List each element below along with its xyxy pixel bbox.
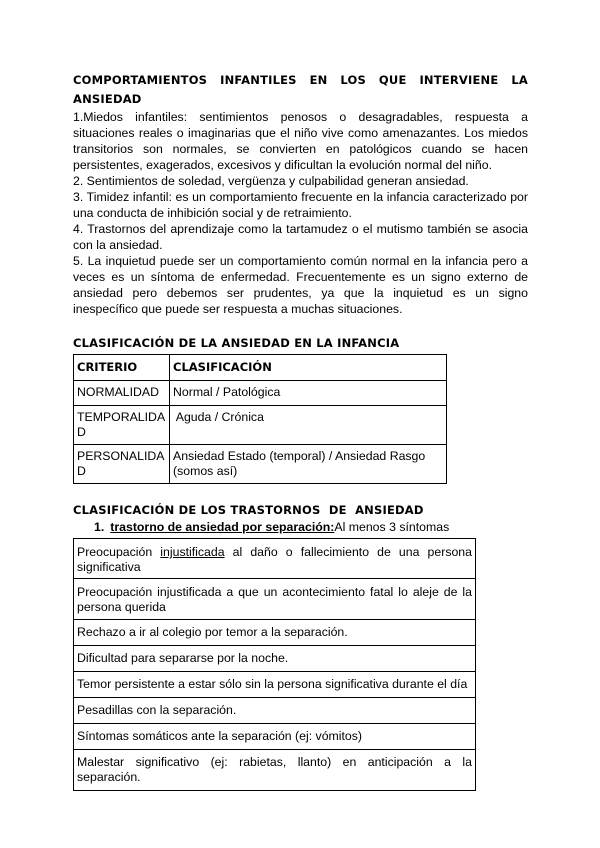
header-criterio: CRITERIO <box>74 355 170 381</box>
symptoms-table <box>73 538 476 791</box>
symptom-text-post: al daño o fallecimiento de una persona significativa <box>77 545 472 574</box>
symptom-cell: Temor persistente a estar sólo sin la persona significativa durante el día <box>74 672 476 698</box>
document-page <box>73 70 528 791</box>
symptom-text-underlined: injustificada <box>160 545 225 559</box>
disorder-item-title: trastorno de ansiedad por separación: <box>110 520 335 534</box>
main-heading-line1: COMPORTAMIENTOS INFANTILES EN LOS QUE INTERVIENE LA <box>73 73 528 87</box>
paragraph-timidez: 3. Timidez infantil: es un comportamiento frecuente en la infancia caracterizado por una conducta de inhibición social y de retraimiento. <box>73 190 528 220</box>
symptom-cell: Preocupación injustificada a que un acontecimiento fatal lo aleje de la persona querida <box>74 579 476 620</box>
classification-title: CLASIFICACIÓN DE LA ANSIEDAD EN LA INFANCIA <box>73 336 400 350</box>
table-row <box>74 579 476 620</box>
table-row <box>74 620 476 646</box>
symptom-cell: Síntomas somáticos ante la separación (ej: vómitos) <box>74 724 476 750</box>
symptom-cell: Dificultad para separarse por la noche. <box>74 646 476 672</box>
paragraph-inquietud: 5. La inquietud puede ser un comportamiento común normal en la infancia pero a veces es un síntoma de enfermedad. Frecuentemente es un signo externo de ansiedad pero debemos ser prudentes, ya que la inquietud es un signo inespecífico que puede ser respuesta a muchas situaciones. <box>73 254 528 316</box>
main-heading <box>73 70 528 108</box>
paragraph-trastornos-aprendizaje: 4. Trastornos del aprendizaje como la tartamudez o el mutismo también se asocia con la ansiedad. <box>73 222 528 252</box>
criterio-cell: TEMPORALIDAD <box>74 406 170 445</box>
disorder-item-number: 1. <box>94 520 105 534</box>
table-row <box>74 750 476 791</box>
clasificacion-cell: Aguda / Crónica <box>170 406 447 445</box>
paragraph-miedos: 1.Miedos infantiles: sentimientos penosos o desagradables, respuesta a situaciones reales o imaginarias que el niño vive como amenazantes. Los miedos transitorios son normales, se convierten en patológicos cuando se hacen persistentes, exagerados, excesivos y dificultan la evolución normal del niño. <box>73 110 528 172</box>
table-row <box>74 406 447 445</box>
table-row <box>74 381 447 406</box>
table-row <box>74 646 476 672</box>
symptom-cell: Rechazo a ir al colegio por temor a la separación. <box>74 620 476 646</box>
header-clasificacion: CLASIFICACIÓN <box>170 355 447 381</box>
criterio-cell: NORMALIDAD <box>74 381 170 406</box>
classification-header-row <box>74 355 447 381</box>
table-row <box>74 672 476 698</box>
table-row <box>74 698 476 724</box>
symptom-cell <box>74 539 476 579</box>
table-row <box>74 724 476 750</box>
disorder-item-separation <box>94 520 528 534</box>
symptom-cell: Pesadillas con la separación. <box>74 698 476 724</box>
clasificacion-cell: Normal / Patológica <box>170 381 447 406</box>
symptom-cell: Malestar significativo (ej: rabietas, llanto) en anticipación a la separación. <box>74 750 476 791</box>
disorder-item-note: Al menos 3 síntomas <box>334 520 450 534</box>
paragraph-sentimientos: 2. Sentimientos de soledad, vergüenza y culpabilidad generan ansiedad. <box>73 174 469 188</box>
classification-table <box>73 354 447 484</box>
table-row <box>74 539 476 579</box>
symptom-text-pre: Preocupación <box>77 545 161 559</box>
criterio-cell: PERSONALIDAD <box>74 445 170 484</box>
clasificacion-cell: Ansiedad Estado (temporal) / Ansiedad Rasgo (somos así) <box>170 445 447 484</box>
main-heading-line2: ANSIEDAD <box>73 92 142 106</box>
disorders-title: CLASIFICACIÓN DE LOS TRASTORNOS DE ANSIEDAD <box>73 503 424 517</box>
table-row <box>74 445 447 484</box>
